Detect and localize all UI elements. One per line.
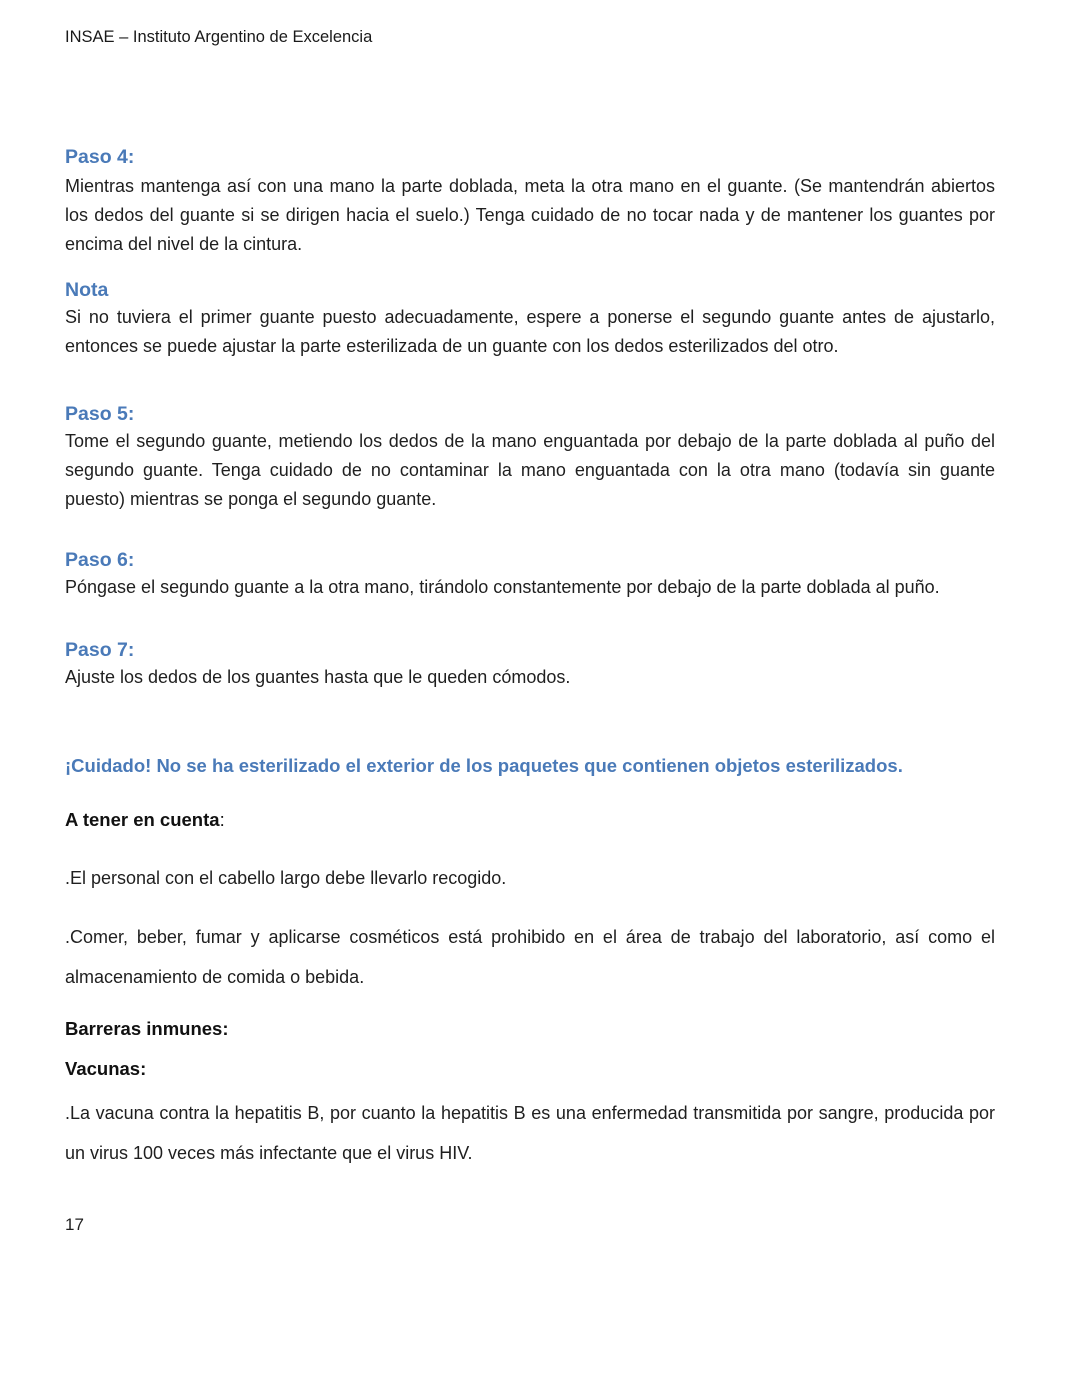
paso-7-heading: Paso 7: <box>65 639 135 661</box>
barreras-inmunes-heading: Barreras inmunes: <box>65 1018 229 1039</box>
paso-4-body: Mientras mantenga así con una mano la parte doblada, meta la otra mano en el guante. (Se mantendrán abiertos los dedos del guante si se dirigen hacia el suelo.) Tenga cuidado de no tocar nada y de mantener los guantes por encima del nivel de la cintura. <box>65 176 995 254</box>
paso-6-body: Póngase el segundo guante a la otra mano, tirándolo constantemente por debajo de la parte doblada al puño. <box>65 577 940 597</box>
paso-5-body: Tome el segundo guante, metiendo los dedos de la mano enguantada por debajo de la parte doblada al puño del segundo guante. Tenga cuidado de no contaminar la mano enguantada con la otra mano (todavía sin guante puesto) mientras se ponga el segundo guante. <box>65 431 995 509</box>
vacunas-note-paragraph: .La vacuna contra la hepatitis B, por cuanto la hepatitis B es una enfermedad transmitida por sangre, producida por un virus 100 veces más infectante que el virus HIV. <box>65 1103 995 1163</box>
page-number: 17 <box>65 1215 84 1234</box>
paso-6-heading: Paso 6: <box>65 549 135 571</box>
paso-4-heading: Paso 4: <box>65 146 135 168</box>
vacunas-heading: Vacunas: <box>65 1058 147 1079</box>
nota-body: Si no tuviera el primer guante puesto adecuadamente, espere a ponerse el segundo guante antes de ajustarlo, entonces se puede ajustar la parte esterilizada de un guante con los dedos esterilizados del otro. <box>65 307 995 356</box>
note-paragraph-food: .Comer, beber, fumar y aplicarse cosméticos está prohibido en el área de trabajo del laboratorio, así como el almacenamiento de comida o bebida. <box>65 927 995 987</box>
paso-5-heading: Paso 5: <box>65 403 135 425</box>
cuidado-warning-text: ¡Cuidado! No se ha esterilizado el exterior de los paquetes que contienen objetos esterilizados. <box>65 755 903 776</box>
note-paragraph-hair: .El personal con el cabello largo debe llevarlo recogido. <box>65 868 507 888</box>
nota-heading: Nota <box>65 279 109 301</box>
a-tener-colon: : <box>219 809 225 830</box>
paso-7-body: Ajuste los dedos de los guantes hasta que le queden cómodos. <box>65 667 571 687</box>
a-tener-label: A tener en cuenta <box>65 809 220 830</box>
document-header: INSAE – Instituto Argentino de Excelencia <box>65 28 373 46</box>
a-tener-en-cuenta-heading <box>65 808 995 832</box>
